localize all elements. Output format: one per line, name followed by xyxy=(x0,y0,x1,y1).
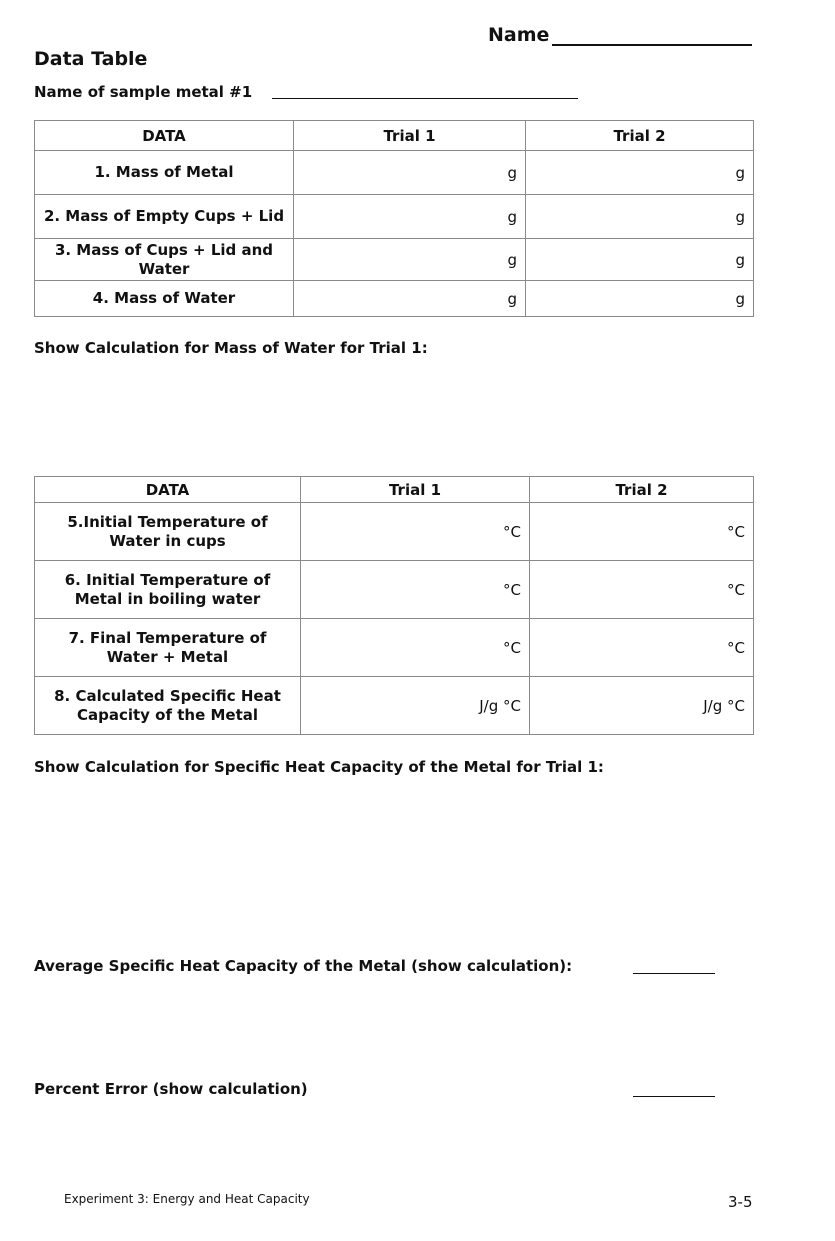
table-row xyxy=(35,503,754,561)
trial-1-cell[interactable]: g xyxy=(294,239,526,281)
trial-2-cell[interactable]: g xyxy=(526,281,754,317)
row-label-mass-of-water: 4. Mass of Water xyxy=(35,281,294,317)
percent-error-answer-line[interactable] xyxy=(633,1096,715,1097)
trial-2-cell[interactable]: °C xyxy=(530,619,754,677)
sample-metal-label: Name of sample metal #1 xyxy=(34,83,253,101)
footer-experiment-title: Experiment 3: Energy and Heat Capacity xyxy=(64,1192,310,1206)
row-label-mass-of-empty-cups: 2. Mass of Empty Cups + Lid xyxy=(35,195,294,239)
page-title: Data Table xyxy=(34,48,148,70)
column-header-trial-2: Trial 2 xyxy=(530,477,754,503)
column-header-data: DATA xyxy=(35,121,294,151)
temperature-data-table xyxy=(34,476,754,735)
table-header-row xyxy=(35,477,754,503)
trial-1-cell[interactable]: g xyxy=(294,195,526,239)
average-answer-line[interactable] xyxy=(633,973,715,974)
table-row xyxy=(35,151,754,195)
calc-prompt-mass-of-water: Show Calculation for Mass of Water for Trial 1: xyxy=(34,339,428,357)
trial-1-cell[interactable]: g xyxy=(294,151,526,195)
trial-1-cell[interactable]: °C xyxy=(301,619,530,677)
trial-1-cell[interactable]: g xyxy=(294,281,526,317)
calc-prompt-specific-heat: Show Calculation for Specific Heat Capacity of the Metal for Trial 1: xyxy=(34,758,604,776)
row-label-initial-metal-temp: 6. Initial Temperature of Metal in boiling water xyxy=(35,561,301,619)
trial-2-cell[interactable]: g xyxy=(526,151,754,195)
name-label: Name xyxy=(488,24,550,46)
average-specific-heat-prompt: Average Specific Heat Capacity of the Metal (show calculation): xyxy=(34,957,573,975)
trial-2-cell[interactable]: g xyxy=(526,239,754,281)
percent-error-prompt: Percent Error (show calculation) xyxy=(34,1080,308,1098)
table-header-row xyxy=(35,121,754,151)
sample-metal-field-line[interactable] xyxy=(272,98,578,99)
trial-2-cell[interactable]: °C xyxy=(530,561,754,619)
table-row xyxy=(35,281,754,317)
row-label-specific-heat: 8. Calculated Specific Heat Capacity of the Metal xyxy=(35,677,301,735)
name-field-line[interactable] xyxy=(552,44,752,46)
trial-2-cell[interactable]: °C xyxy=(530,503,754,561)
table-row xyxy=(35,239,754,281)
row-label-mass-of-metal: 1. Mass of Metal xyxy=(35,151,294,195)
table-row xyxy=(35,677,754,735)
column-header-trial-1: Trial 1 xyxy=(301,477,530,503)
table-row xyxy=(35,195,754,239)
column-header-data: DATA xyxy=(35,477,301,503)
column-header-trial-1: Trial 1 xyxy=(294,121,526,151)
trial-2-cell[interactable]: g xyxy=(526,195,754,239)
trial-1-cell[interactable]: J/g °C xyxy=(301,677,530,735)
table-row xyxy=(35,561,754,619)
mass-data-table xyxy=(34,120,754,317)
row-label-mass-of-cups-and-water: 3. Mass of Cups + Lid and Water xyxy=(35,239,294,281)
trial-1-cell[interactable]: °C xyxy=(301,561,530,619)
column-header-trial-2: Trial 2 xyxy=(526,121,754,151)
row-label-initial-water-temp: 5.Initial Temperature of Water in cups xyxy=(35,503,301,561)
page-number: 3-5 xyxy=(728,1193,753,1211)
trial-1-cell[interactable]: °C xyxy=(301,503,530,561)
trial-2-cell[interactable]: J/g °C xyxy=(530,677,754,735)
table-row xyxy=(35,619,754,677)
row-label-final-temp: 7. Final Temperature of Water + Metal xyxy=(35,619,301,677)
